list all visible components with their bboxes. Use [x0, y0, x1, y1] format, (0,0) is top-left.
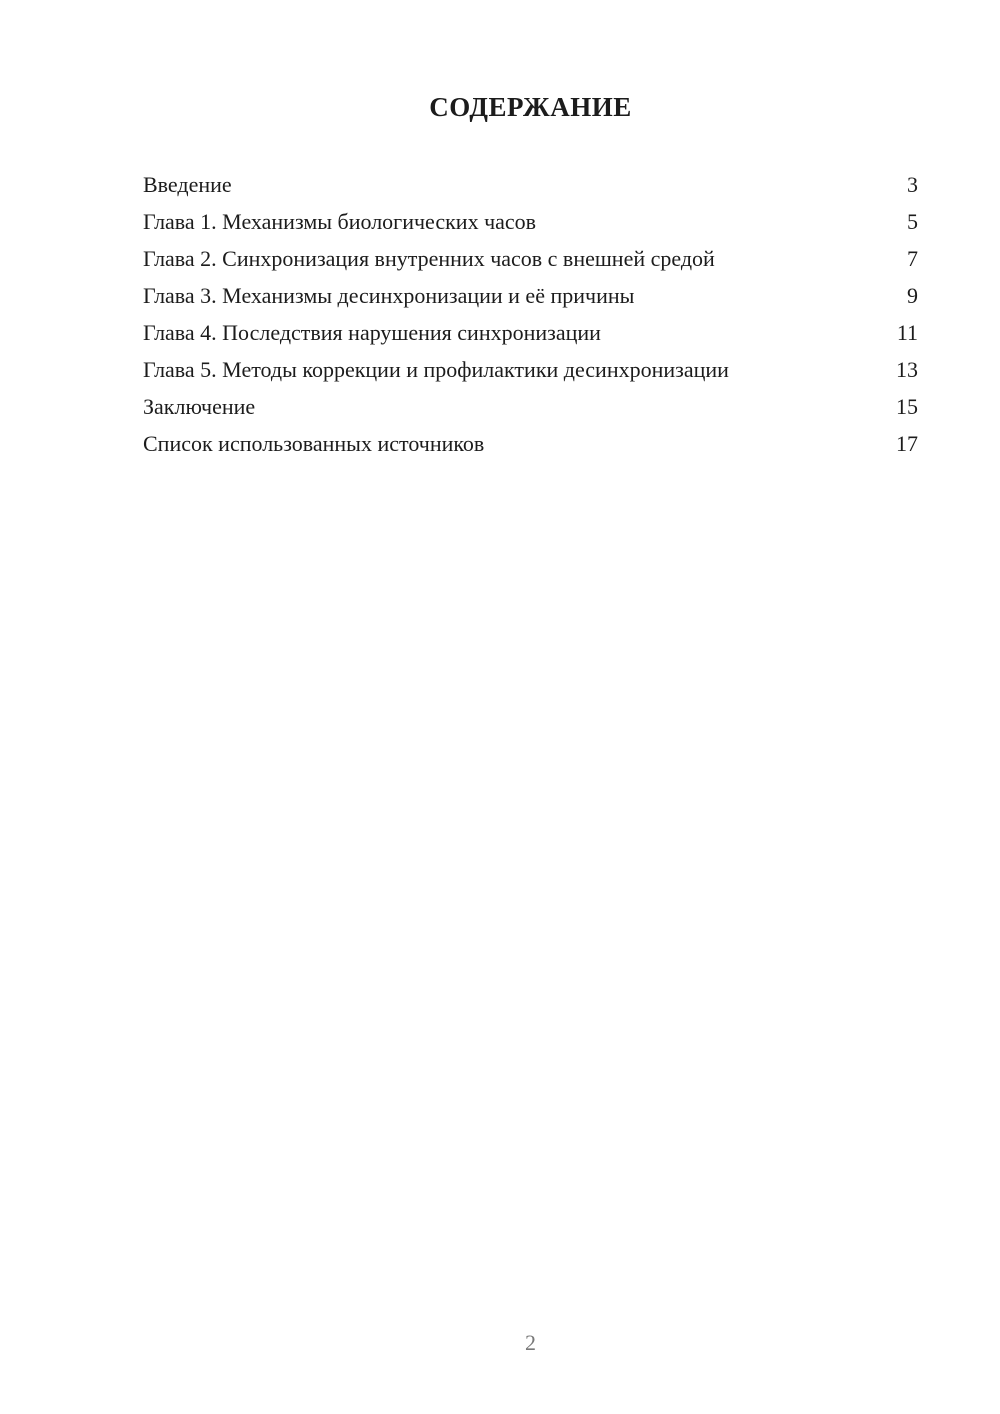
toc-entry-label: Список использованных источников [143, 431, 485, 456]
toc-row [143, 314, 918, 351]
toc-entry-page: 7 [907, 246, 918, 271]
toc-entry-label: Глава 2. Синхронизация внутренних часов с внешней средой [143, 246, 715, 271]
toc-entry-page: 17 [896, 431, 918, 456]
toc-row [143, 388, 918, 425]
toc-entry-label: Глава 4. Последствия нарушения синхронизации [143, 320, 601, 345]
toc-list [143, 166, 918, 462]
toc-row [143, 351, 918, 388]
toc-row [143, 166, 918, 203]
toc-row [143, 277, 918, 314]
page-title: СОДЕРЖАНИЕ [429, 92, 632, 122]
toc-entry-label: Заключение [143, 394, 256, 419]
toc-entry-label: Введение [143, 172, 232, 197]
toc-entry-page: 3 [907, 172, 918, 197]
toc-entry-label: Глава 3. Механизмы десинхронизации и её причины [143, 283, 635, 308]
content-block [143, 0, 918, 462]
toc-entry-label: Глава 1. Механизмы биологических часов [143, 209, 537, 234]
toc-entry-page: 13 [896, 357, 918, 382]
toc-entry-page: 9 [907, 283, 918, 308]
toc-row [143, 425, 918, 462]
page-number: 2 [525, 1330, 536, 1355]
toc-row [143, 240, 918, 277]
toc-entry-page: 15 [896, 394, 918, 419]
toc-entry-page: 5 [907, 209, 918, 234]
toc-entry-page: 11 [896, 320, 918, 345]
toc-row [143, 203, 918, 240]
toc-entry-label: Глава 5. Методы коррекции и профилактики десинхронизации [143, 357, 729, 382]
